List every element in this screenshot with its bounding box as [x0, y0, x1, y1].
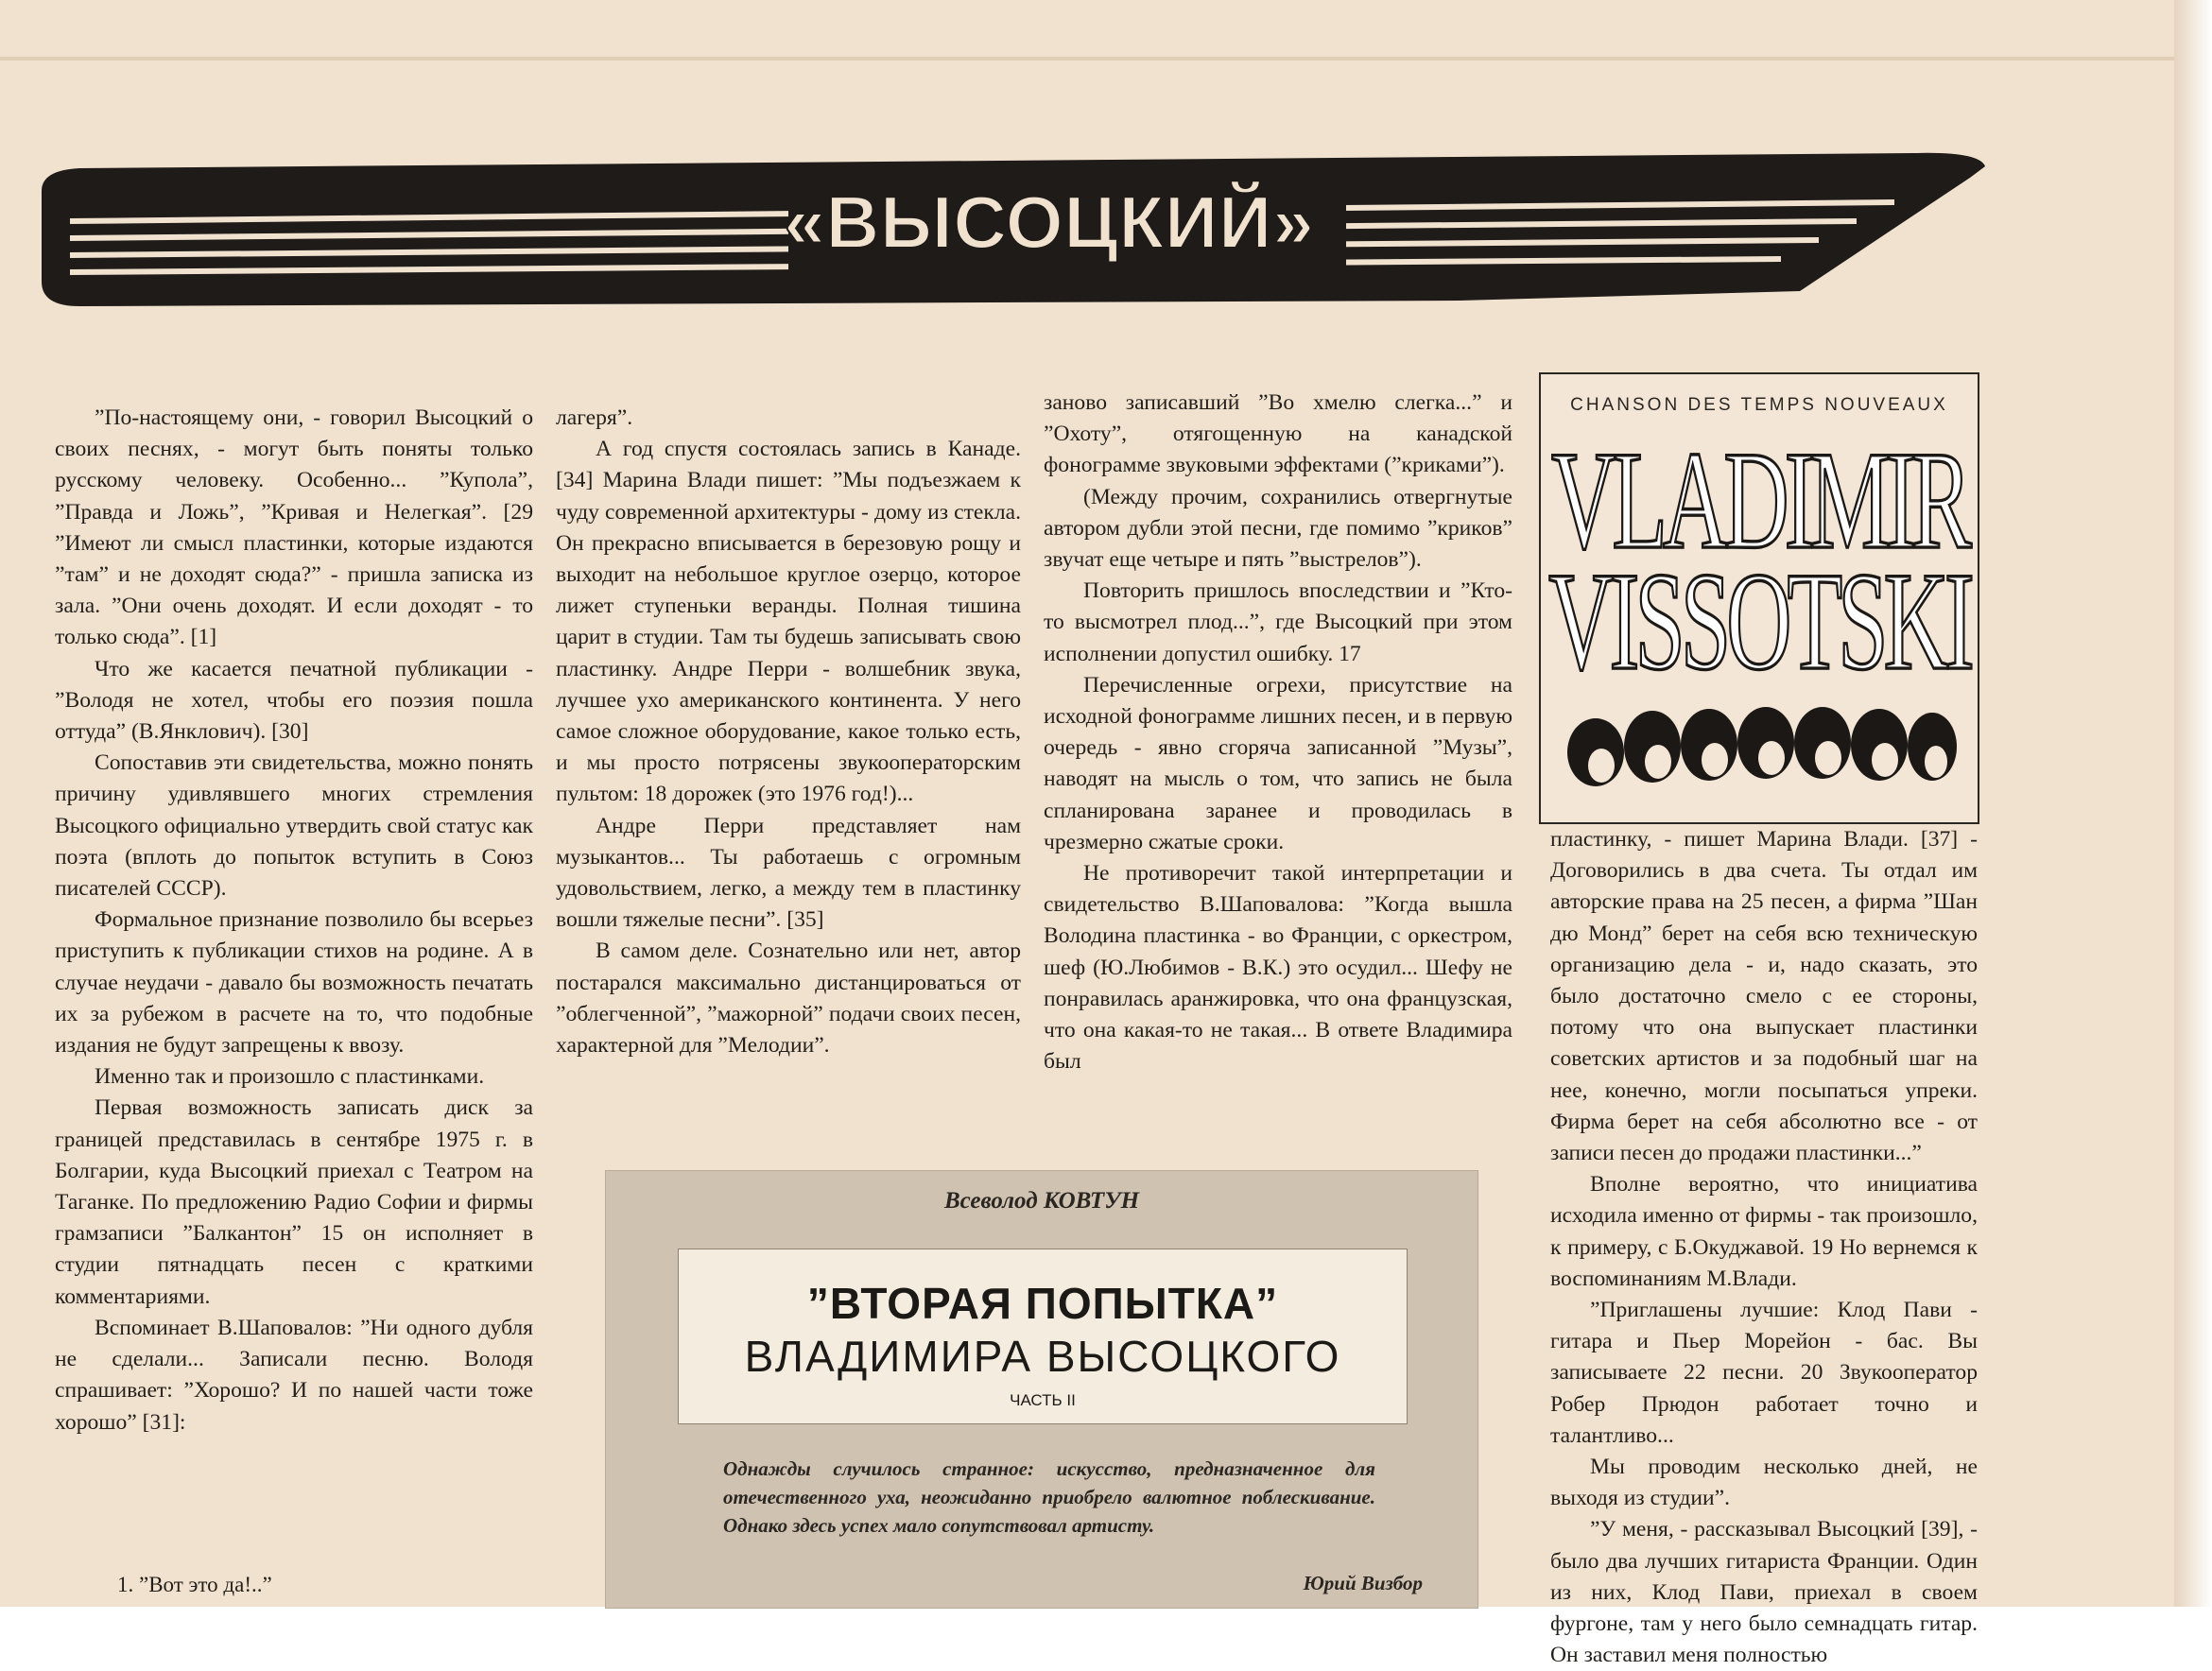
paragraph: Вспоминает В.Шаповалов: ”Ни одного дубля не сделали... Записали песню. Володя спрашивает: ”Хорошо? И по нашей части тоже хорошо” [31]:	[55, 1315, 533, 1435]
album-artist-last-name: VISSOTSKI	[1548, 542, 1970, 699]
article-subtitle: ВЛАДИМИРА ВЫСОЦКОГО	[744, 1332, 1341, 1381]
article-column-3	[1044, 388, 1512, 1077]
paragraph: ”У меня, - рассказывал Высоцкий [39], - было два лучших гитариста Франции. Один из них, Клод Пави, приехал в своем фургоне, там у него было семнадцать гитар. Он заставил меня полностью	[1550, 1517, 1978, 1668]
paragraph: Вполне вероятно, что инициатива исходила именно от фирмы - так произошло, к примеру, с Б.Окуджавой. 19 Но вернемся к воспоминаниям М.Влади.	[1550, 1172, 1978, 1291]
paragraph: Мы проводим несколько дней, не выходя из студии”.	[1550, 1455, 1978, 1511]
article-column-4	[1550, 824, 1978, 1671]
paragraph: ”По-настоящему они, - говорил Высоцкий о своих песнях, - могут быть поняты только русскому человеку. Особенно... ”Купола”, ”Правда и Ложь”, ”Кривая и Нелегкая”. [29 ”Имеют ли смысл пластинки, которые издаются ”там” и не доходят сюда?” - пришла записка из зала. ”Они очень доходят. И если доходят - то только сюда”. [1]	[55, 405, 533, 650]
article-part-label: ЧАСТЬ II	[1010, 1391, 1076, 1409]
paragraph: Сопоставив эти свидетельства, можно понять причину удивлявшего многих стремления Высоцкого официально утвердить свой статус как поэта (вплоть до попыток вступить в Союз писателей СССР).	[55, 750, 533, 902]
page-edge-shadow	[2174, 0, 2212, 1607]
paragraph: Именно так и произошло с пластинками.	[95, 1064, 485, 1090]
article-title-inset	[605, 1170, 1478, 1609]
title-box	[678, 1249, 1408, 1424]
article-title: ”ВТОРАЯ ПОПЫТКА”	[806, 1279, 1279, 1328]
album-cover-image	[1539, 372, 1979, 824]
article-column-1	[55, 403, 533, 1438]
article-column-2	[556, 403, 1021, 1061]
epigraph: Однажды случилось странное: искусство, предназначенное для отечественного уха, неожиданно приобрело валютное поблескивание. Однако здесь успех мало сопутствовал артисту.	[723, 1457, 1375, 1537]
paragraph: лагеря”.	[556, 405, 633, 430]
paragraph: Перечисленные огрехи, присутствие на исходной фонограмме лишних песен, и в первую очередь - явно сгоряча записанной ”Музы”, наводят на мысль о том, что запись не была спланирована заранее и проводилась в чрезмерно сжатые сроки.	[1044, 672, 1512, 854]
paragraph: ”Приглашены лучшие: Клод Пави - гитара и Пьер Морейон - бас. Вы записываете 22 песни. 20 Звукооператор Робер Прюдон работает точно и талантливо...	[1550, 1298, 1978, 1448]
paragraph: Что же касается печатной публикации - ”Володя не хотел, чтобы его поэзия пошла оттуда” (В.Янклович). [30]	[55, 656, 533, 745]
paragraph: заново записавший ”Во хмелю слегка...” и ”Охоту”, отягощенную на канадской фонограмме звуковыми эффектами (”криками”).	[1044, 390, 1512, 478]
sheet-edge	[0, 57, 2184, 60]
paragraph: Не противоречит такой интерпретации и свидетельство В.Шаповалова: ”Когда вышла Володина пластинка - во Франции, с оркестром, шеф (Ю.Любимов - В.К.) это осудил... Шефу не понравилась аранжировка, что она французская, что она какая-то не такая... В ответе Владимира был	[1044, 861, 1512, 1075]
epigraph-signature: Юрий Визбор	[1303, 1572, 1423, 1594]
masthead-title: «ВЫСОЦКИЙ»	[784, 181, 1315, 264]
paragraph: Первая возможность записать диск за границей представилась в сентябре 1975 г. в Болгарии, куда Высоцкий приехал с Театром на Таганке. По предложению Радио Софии и фирмы грамзаписи ”Балкантон” 15 он исполняет в студии пятнадцать песен с краткими комментариями.	[55, 1095, 533, 1309]
numbered-list-item: 1. ”Вот это да!..”	[117, 1573, 272, 1596]
paragraph: пластинку, - пишет Марина Влади. [37] - Договорились в два счета. Ты отдал им авторские права на 25 песен, а фирма ”Шан дю Монд” берет на себя всю техническую организацию дела - и, надо сказать, это было достаточно смело с ее стороны, потому что она выпускает пластинки советских артистов и за подобный шаг на нее, конечно, могли посыпаться упреки. Фирма берет на себя абсолютно все - от записи песен до продажи пластинки...”	[1550, 827, 1978, 1166]
paragraph: Повторить пришлось впоследствии и ”Кто-то высмотрел плод...”, где Высоцкий при этом исполнении допустил ошибку. 17	[1044, 578, 1512, 666]
paragraph: (Между прочим, сохранились отвергнутые автором дубли этой песни, где помимо ”криков” звучат еще четыре и пять ”выстрелов”).	[1044, 484, 1512, 573]
portrait-faces-illustration	[1562, 698, 1959, 811]
article-author: Всеволод КОВТУН	[943, 1188, 1140, 1214]
paragraph: А год спустя состоялась запись в Канаде. [34] Марина Влади пишет: ”Мы подъезжаем к чуду современной архитектуры - дому из стекла. Он прекрасно вписывается в березовую рощу и выходит на небольшое круглое озерцо, которое лижет ступеньки веранды. Полная тишина царит в студии. Там ты будешь записывать свою пластинку. Андре Перри - волшебник звука, лучшее ухо американского континента. У него самое сложное оборудование, какое только есть, и мы просто потрясены звукооператорским пультом: 18 дорожек (это 1976 год!)...	[556, 437, 1021, 807]
paragraph: Андре Перри представляет нам музыкантов... Ты работаешь с огромным удовольствием, легко, а между тем в пластинку вошли тяжелые песни”. [35]	[556, 813, 1021, 933]
album-artist-first-name: VLADIMIR	[1551, 421, 1967, 578]
paragraph: Формальное признание позволило бы всерьез приступить к публикации стихов на родине. А в случае неудачи - давало бы возможность печатать их за рубежом в расчете на то, что подобные издания не будут запрещены к ввозу.	[55, 907, 533, 1059]
album-subtitle: CHANSON DES TEMPS NOUVEAUX	[1570, 395, 1948, 415]
paragraph: В самом деле. Сознательно или нет, автор постарался максимально дистанцироваться от ”облегченной”, ”мажорной” подачи своих песен, характерной для ”Мелодии”.	[556, 939, 1021, 1059]
